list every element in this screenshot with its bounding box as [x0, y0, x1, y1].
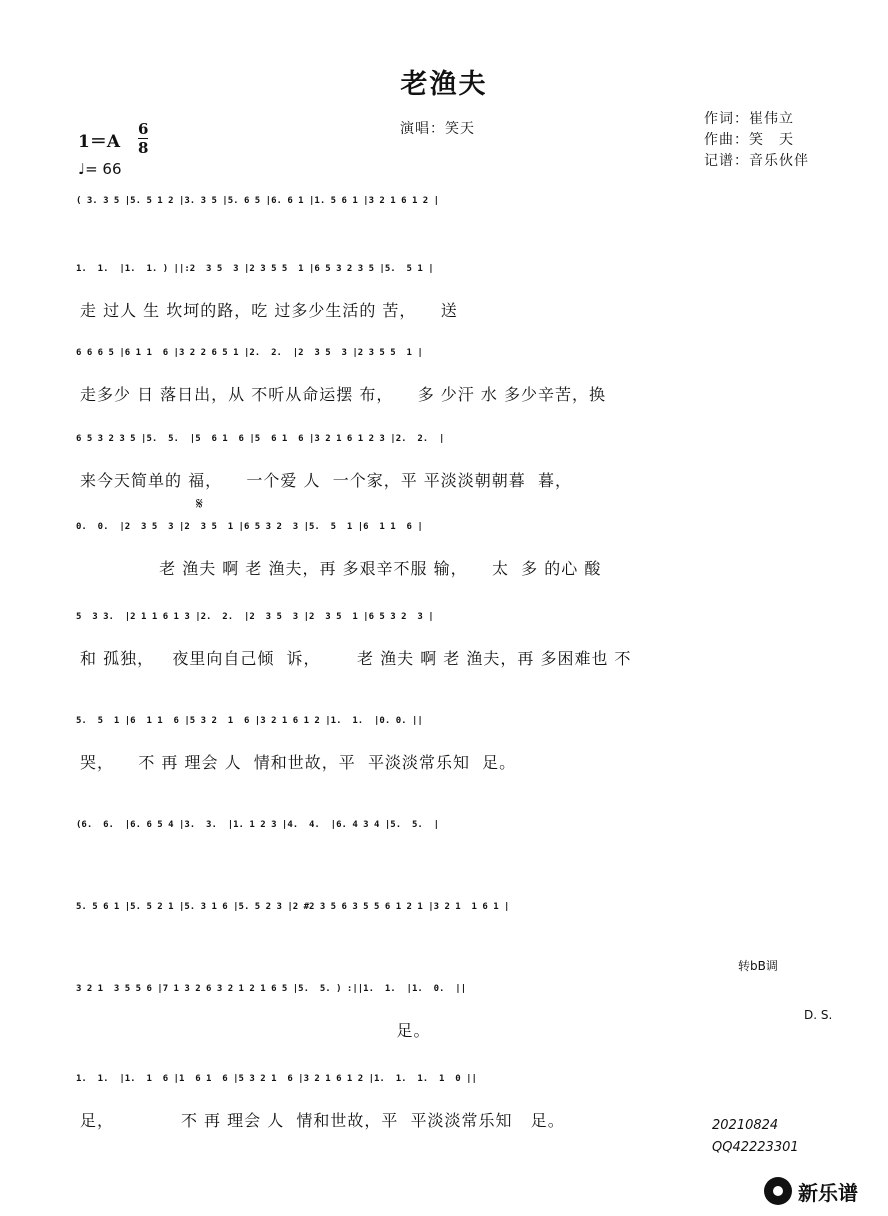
song-title: 老渔夫 [400, 69, 488, 100]
notation-line: 0. 0. |2 3 5 3 |2 3 5 1 |6 5 3 2 3 |5. 5 1 |6 1 1 6 | [76, 522, 423, 532]
segno-icon: 𝄋 [196, 494, 203, 513]
lyric-line: 走 过人 生 坎坷的路，吃 过多少生活的 苦， 送 [80, 301, 458, 320]
notation-line: 5. 5 1 |6 1 1 6 |5 3 2 1 6 |3 2 1 6 1 2 |1. 1. |0. 0. || [76, 716, 423, 726]
notation-line: 5 3 3. |2 1 1 6 1 3 |2. 2. |2 3 5 3 |2 3 5 1 |6 5 3 2 3 | [76, 612, 434, 622]
notation-line: (6. 6. |6. 6 5 4 |3. 3. |1. 1 2 3 |4. 4. |6. 4 3 4 |5. 5. | [76, 820, 440, 830]
staff-row-7 [76, 708, 820, 748]
time-signature [138, 120, 148, 157]
notation-line: 6 5 3 2 3 5 |5. 5. |5 6 1 6 |5 6 1 6 |3 2 1 6 1 2 3 |2. 2. | [76, 434, 445, 444]
time-numerator: 6 [138, 120, 149, 138]
ds-mark: D. S. [804, 1008, 833, 1022]
staff-row-4 [76, 426, 820, 466]
transcriber-credit: 记谱：音乐伙伴 [704, 153, 809, 169]
tempo-marking: ♩= 66 [78, 160, 122, 178]
staff-row-10 [76, 976, 820, 1016]
singer-credit: 演唱：笑天 [400, 121, 475, 137]
lyricist-credit: 作词：崔伟立 [704, 111, 794, 127]
staff-row-9 [76, 894, 820, 934]
lyric-line: 哭， 不 再 理会 人 情和世故，平 平淡淡常乐知 足。 [80, 753, 517, 772]
modulation-mark: 转bB调 [738, 959, 778, 973]
lyric-line: 走多少 日 落日出，从 不听从命运摆 布， 多 少汗 水 多少辛苦，换 [80, 385, 606, 404]
notation-line: 6 6 6 5 |6 1 1 6 |3 2 2 6 5 1 |2. 2. |2 3 5 3 |2 3 5 5 1 | [76, 348, 423, 358]
notation-line: ( 3. 3 5 |5. 5 1 2 |3. 3 5 |5. 6 5 |6. 6 1 |1. 5 6 1 |3 2 1 6 1 2 | [76, 196, 440, 206]
staff-row-6 [76, 604, 820, 644]
record-icon [764, 1177, 792, 1205]
key-signature: 1＝A [78, 132, 121, 152]
lyric-line: 来今天简单的 福， 一个爱 人 一个家，平 平淡淡朝朝暮 暮， [80, 471, 572, 490]
staff-row-3 [76, 340, 820, 380]
staff-row-8 [76, 812, 820, 852]
notation-line: 3 2 1 3 5 5 6 |7 1 3 2 6 3 2 1 2 1 6 5 |5. 5. ) :||1. 1. |1. 0. || [76, 984, 467, 994]
notation-line: 1. 1. |1. 1 6 |1 6 1 6 |5 3 2 1 6 |3 2 1 6 1 2 |1. 1. 1. 1 0 || [76, 1074, 477, 1084]
staff-row-1 [76, 188, 820, 228]
footer-date: 20210824 [712, 1118, 779, 1133]
lyric-line: 足。 [80, 1021, 431, 1040]
lyric-line: 足， 不 再 理会 人 情和世故，平 平淡淡常乐知 足。 [80, 1111, 565, 1130]
site-logo [764, 1176, 858, 1206]
footer-qq: QQ42223301 [712, 1140, 799, 1155]
logo-text: 新乐谱 [798, 1180, 858, 1205]
time-denominator: 8 [138, 139, 149, 157]
staff-row-11 [76, 1066, 820, 1106]
staff-row-2 [76, 256, 820, 296]
composer-credit: 作曲：笑 天 [704, 132, 794, 148]
notation-line: 5. 5 6 1 |5. 5 2 1 |5. 3 1 6 |5. 5 2 3 |2 #2 3 5 6 3 5 5 6 1 2 1 |3 2 1 1 6 1 | [76, 902, 510, 912]
notation-line: 1. 1. |1. 1. ) ||:2 3 5 3 |2 3 5 5 1 |6 5 3 2 3 5 |5. 5 1 | [76, 264, 434, 274]
staff-row-5 [76, 514, 820, 554]
lyric-line: 和 孤独， 夜里向自己倾 诉， 老 渔夫 啊 老 渔夫，再 多困难也 不 [80, 649, 632, 668]
lyric-line: 老 渔夫 啊 老 渔夫，再 多艰辛不服 输， 太 多 的心 酸 [80, 559, 602, 578]
